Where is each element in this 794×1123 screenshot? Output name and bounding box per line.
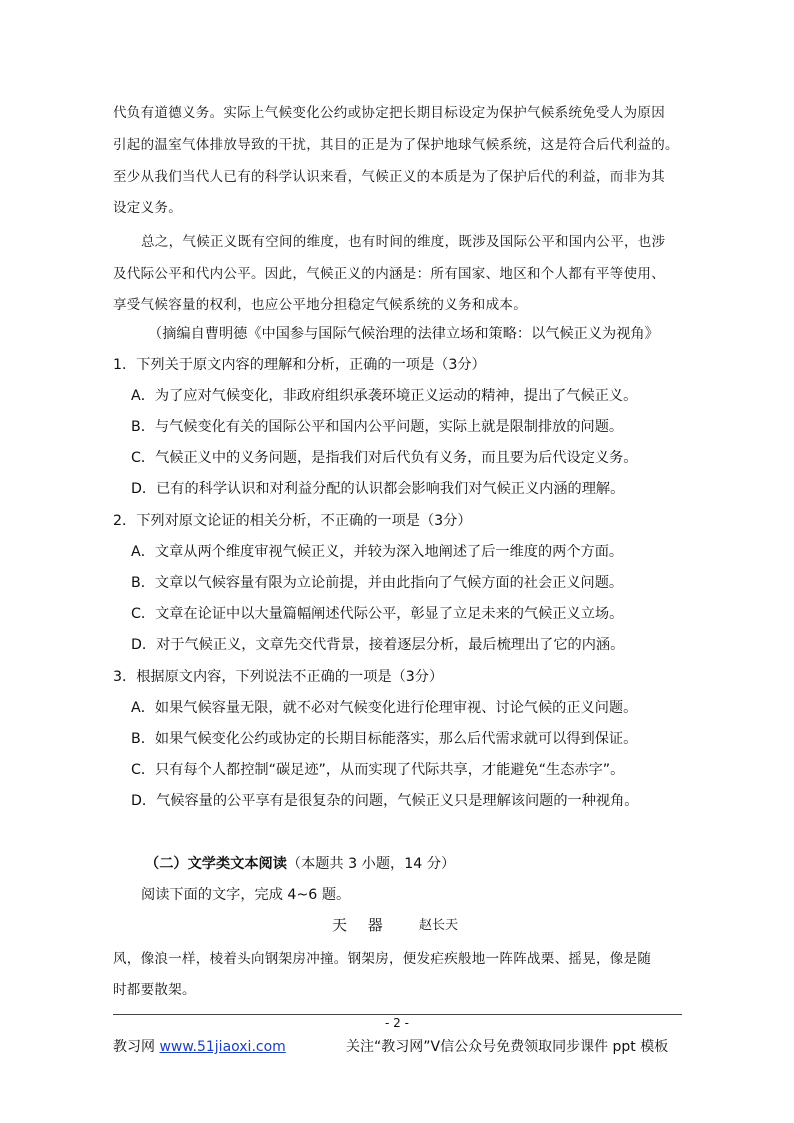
- footer-divider: [113, 1014, 682, 1015]
- answer-option: B．如果气候变化公约或协定的长期目标能落实，那么后代需求就可以得到保证。: [131, 731, 638, 747]
- footer-left: [113, 1036, 286, 1056]
- answer-option: B．文章以气候容量有限为立论前提，并由此指向了气候方面的社会正义问题。: [131, 575, 624, 591]
- passage-line: 享受气候容量的权利，也应公平地分担稳定气候系统的义务和成本。: [113, 297, 527, 313]
- answer-option: A．如果气候容量无限，就不必对气候变化进行伦理审视、讨论气候的正义问题。: [131, 700, 638, 716]
- source-citation: （摘编自曹明德《中国参与国际气候治理的法律立场和策略：以气候正义为视角》: [148, 326, 659, 342]
- question-stem: 3．根据原文内容，下列说法不正确的一项是（3分）: [113, 669, 444, 685]
- passage-line: 引起的温室气体排放导致的干扰，其目的正是为了保护地球气候系统，这是符合后代利益的。: [113, 137, 679, 153]
- footer-site-name: 教习网: [113, 1039, 155, 1055]
- section-heading: [145, 853, 721, 873]
- answer-option: D．对于气候正义，文章先交代背景，接着逐层分析，最后梳理出了它的内涵。: [131, 637, 625, 653]
- passage-line: 总之，气候正义既有空间的维度，也有时间的维度，既涉及国际公平和国内公平，也涉: [141, 234, 666, 250]
- story-line: 时都要散架。: [113, 982, 196, 998]
- question-stem: 1．下列关于原文内容的理解和分析，正确的一项是（3分）: [113, 357, 486, 373]
- answer-option: A．文章从两个维度审视气候正义，并较为深入地阐述了后一维度的两个方面。: [131, 544, 624, 560]
- story-title: 天 器: [332, 916, 391, 934]
- answer-option: C．气候正义中的义务问题，是指我们对后代负有义务，而且要为后代设定义务。: [131, 450, 638, 466]
- passage-line: 设定义务。: [113, 200, 182, 216]
- passage-line: 及代际公平和代内公平。因此，气候正义的内涵是：所有国家、地区和个人都有平等使用、: [113, 266, 665, 282]
- answer-option: D．已有的科学认识和对利益分配的认识都会影响我们对气候正义内涵的理解。: [131, 481, 625, 497]
- footer-url-link[interactable]: www.51jiaoxi.com: [159, 1039, 286, 1055]
- story-author: 赵长天: [419, 918, 459, 933]
- answer-option: C．只有每个人都控制“碳足迹”，从而实现了代际共享，才能避免“生态赤字”。: [131, 762, 625, 778]
- answer-option: C．文章在论证中以大量篇幅阐述代际公平，彰显了立足未来的气候正义立场。: [131, 606, 624, 622]
- section-instruction: 阅读下面的文字，完成 4~6 题。: [141, 887, 351, 903]
- story-line: 风，像浪一样，棱着头向钢架房冲撞。钢架房，便发疟疾般地一阵阵战栗、摇晃，像是随: [113, 951, 652, 967]
- answer-option: A．为了应对气候变化，非政府组织承袭环境正义运动的精神，提出了气候正义。: [131, 388, 638, 404]
- question-stem: 2．下列对原文论证的相关分析，不正确的一项是（3分）: [113, 513, 472, 529]
- passage-line: 代负有道德义务。实际上气候变化公约或协定把长期目标设定为保护气候系统免受人为原因: [113, 105, 665, 121]
- answer-option: B．与气候变化有关的国际公平和国内公平问题，实际上就是限制排放的问题。: [131, 419, 624, 435]
- section-heading-note: （本题共 3 小题，14 分）: [286, 856, 456, 872]
- footer-promo: 关注“教习网”V信公众号免费领取同步课件 ppt 模板: [346, 1039, 669, 1055]
- page-number: - 2 -: [385, 1016, 409, 1030]
- passage-line: 至少从我们当代人已有的科学认识来看，气候正义的本质是为了保护后代的利益，而非为其: [113, 169, 665, 185]
- answer-option: D．气候容量的公平享有是很复杂的问题，气候正义只是理解该问题的一种视角。: [131, 793, 639, 809]
- section-heading-title: （二）文学类文本阅读: [145, 856, 287, 872]
